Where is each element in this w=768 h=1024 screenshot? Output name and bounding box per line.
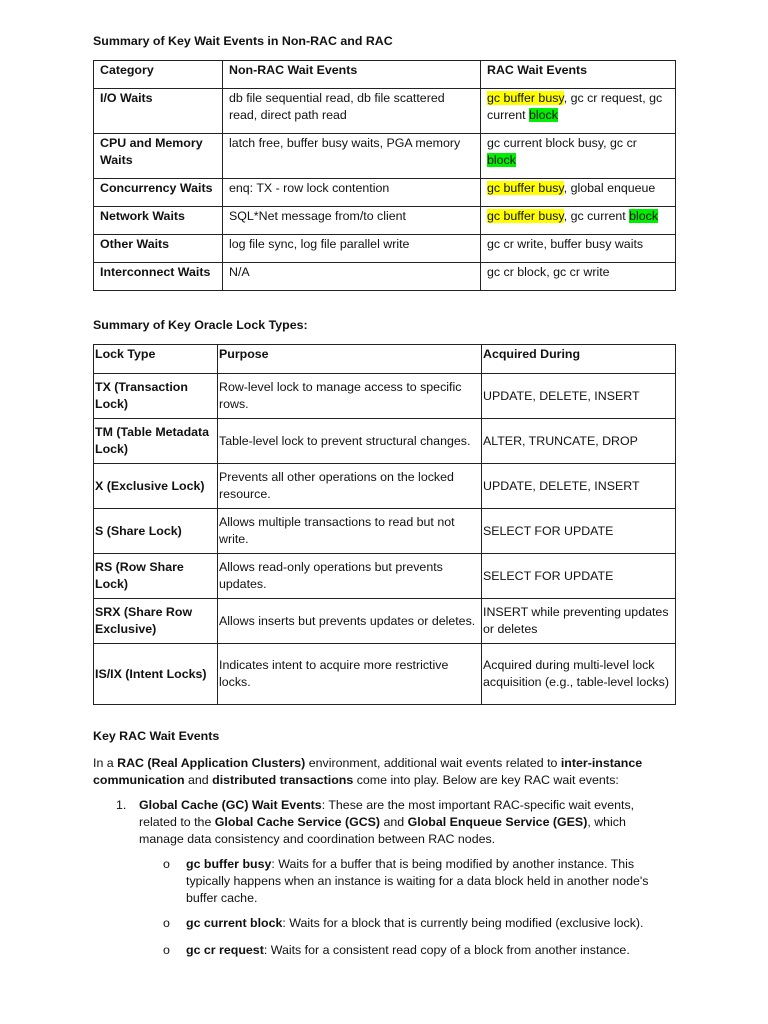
table-row <box>94 509 676 554</box>
lock-type-cell: X (Exclusive Lock) <box>94 464 218 509</box>
table-row <box>94 89 676 134</box>
lock-type-cell: TX (Transaction Lock) <box>94 374 218 419</box>
category-cell: I/O Waits <box>94 89 223 134</box>
bullet-text: gc cr request: Waits for a consistent read copy of a block from another instance. <box>186 943 630 957</box>
rac-cell <box>481 235 676 263</box>
rac-cell <box>481 179 676 207</box>
rac-segment: block <box>529 108 558 122</box>
rac-segment: gc current block busy, gc cr <box>487 136 637 150</box>
list-item-text: Global Cache (GC) Wait Events: These are the most important RAC-specific wait events, related to the Global Cache Service (GCS) and Global Enqueue Service (GES), which manage data consistency and coordination between RAC nodes. <box>139 798 635 846</box>
table-header-row <box>94 61 676 89</box>
table-row <box>94 644 676 705</box>
table-row <box>94 374 676 419</box>
column-header: Category <box>94 61 223 89</box>
rac-segment: gc cr write, buffer busy waits <box>487 237 644 251</box>
column-header: Acquired During <box>482 345 676 374</box>
rac-segment: gc buffer busy <box>487 209 564 223</box>
table-row <box>94 464 676 509</box>
table-row <box>94 207 676 235</box>
lock-types-table <box>93 344 676 705</box>
lock-types-title: Summary of Key Oracle Lock Types: <box>93 318 308 332</box>
purpose-cell: Allows inserts but prevents updates or deletes. <box>218 599 482 644</box>
column-header: Non-RAC Wait Events <box>223 61 481 89</box>
acquired-cell: ALTER, TRUNCATE, DROP <box>482 419 676 464</box>
rac-cell <box>481 263 676 291</box>
nonrac-cell: SQL*Net message from/to client <box>223 207 481 235</box>
column-header: Lock Type <box>94 345 218 374</box>
rac-segment: gc cr block, gc cr write <box>487 265 610 279</box>
acquired-cell: SELECT FOR UPDATE <box>482 509 676 554</box>
purpose-cell: Row-level lock to manage access to specific rows. <box>218 374 482 419</box>
column-header: RAC Wait Events <box>481 61 676 89</box>
rac-cell <box>481 89 676 134</box>
rac-segment: , global enqueue <box>563 181 656 195</box>
acquired-cell: UPDATE, DELETE, INSERT <box>482 374 676 419</box>
table-row <box>94 134 676 179</box>
nonrac-cell: latch free, buffer busy waits, PGA memory <box>223 134 481 179</box>
lock-type-cell: IS/IX (Intent Locks) <box>94 644 218 705</box>
rac-segment: gc buffer busy <box>487 91 564 105</box>
rac-cell <box>481 134 676 179</box>
table-row <box>94 179 676 207</box>
nonrac-cell: enq: TX - row lock contention <box>223 179 481 207</box>
purpose-cell: Prevents all other operations on the locked resource. <box>218 464 482 509</box>
bullet-marker: o <box>163 857 170 871</box>
lock-type-cell: TM (Table Metadata Lock) <box>94 419 218 464</box>
rac-segment: block <box>629 209 659 223</box>
list-number: 1. <box>116 798 127 812</box>
purpose-cell: Indicates intent to acquire more restrictive locks. <box>218 644 482 705</box>
table-row <box>94 554 676 599</box>
purpose-cell: Allows multiple transactions to read but not write. <box>218 509 482 554</box>
rac-wait-events-title: Key RAC Wait Events <box>93 729 220 743</box>
category-cell: Concurrency Waits <box>94 179 223 207</box>
lock-type-cell: SRX (Share Row Exclusive) <box>94 599 218 644</box>
rac-intro-paragraph: In a RAC (Real Application Clusters) environment, additional wait events related to inter-instance communication and distributed transactions come into play. Below are key RAC wait events: <box>93 756 643 787</box>
table-row <box>94 419 676 464</box>
table-header-row <box>94 345 676 374</box>
nonrac-cell: log file sync, log file parallel write <box>223 235 481 263</box>
acquired-cell: Acquired during multi-level lock acquisition (e.g., table-level locks) <box>482 644 676 705</box>
purpose-cell: Allows read-only operations but prevents updates. <box>218 554 482 599</box>
rac-segment: gc buffer busy <box>487 181 564 195</box>
category-cell: Other Waits <box>94 235 223 263</box>
wait-events-table <box>93 60 676 291</box>
rac-segment: , gc cr request, gc current <box>487 91 663 122</box>
rac-cell <box>481 207 676 235</box>
wait-events-title: Summary of Key Wait Events in Non-RAC and RAC <box>93 34 393 48</box>
acquired-cell: SELECT FOR UPDATE <box>482 554 676 599</box>
nonrac-cell: N/A <box>223 263 481 291</box>
category-cell: Interconnect Waits <box>94 263 223 291</box>
rac-segment: , gc current <box>563 209 630 223</box>
bullet-marker: o <box>163 943 170 957</box>
rac-segment: block <box>487 153 516 167</box>
table-row <box>94 263 676 291</box>
category-cell: CPU and Memory Waits <box>94 134 223 179</box>
table-row <box>94 599 676 644</box>
bullet-text: gc current block: Waits for a block that is currently being modified (exclusive lock). <box>186 916 644 930</box>
lock-type-cell: S (Share Lock) <box>94 509 218 554</box>
bullet-text: gc buffer busy: Waits for a buffer that is being modified by another instance. This typically happens when an instance is waiting for a data block held in another node's buffer cache. <box>186 857 649 905</box>
purpose-cell: Table-level lock to prevent structural changes. <box>218 419 482 464</box>
acquired-cell: UPDATE, DELETE, INSERT <box>482 464 676 509</box>
bullet-marker: o <box>163 916 170 930</box>
category-cell: Network Waits <box>94 207 223 235</box>
column-header: Purpose <box>218 345 482 374</box>
nonrac-cell: db file sequential read, db file scattered read, direct path read <box>223 89 481 134</box>
table-row <box>94 235 676 263</box>
lock-type-cell: RS (Row Share Lock) <box>94 554 218 599</box>
acquired-cell: INSERT while preventing updates or deletes <box>482 599 676 644</box>
